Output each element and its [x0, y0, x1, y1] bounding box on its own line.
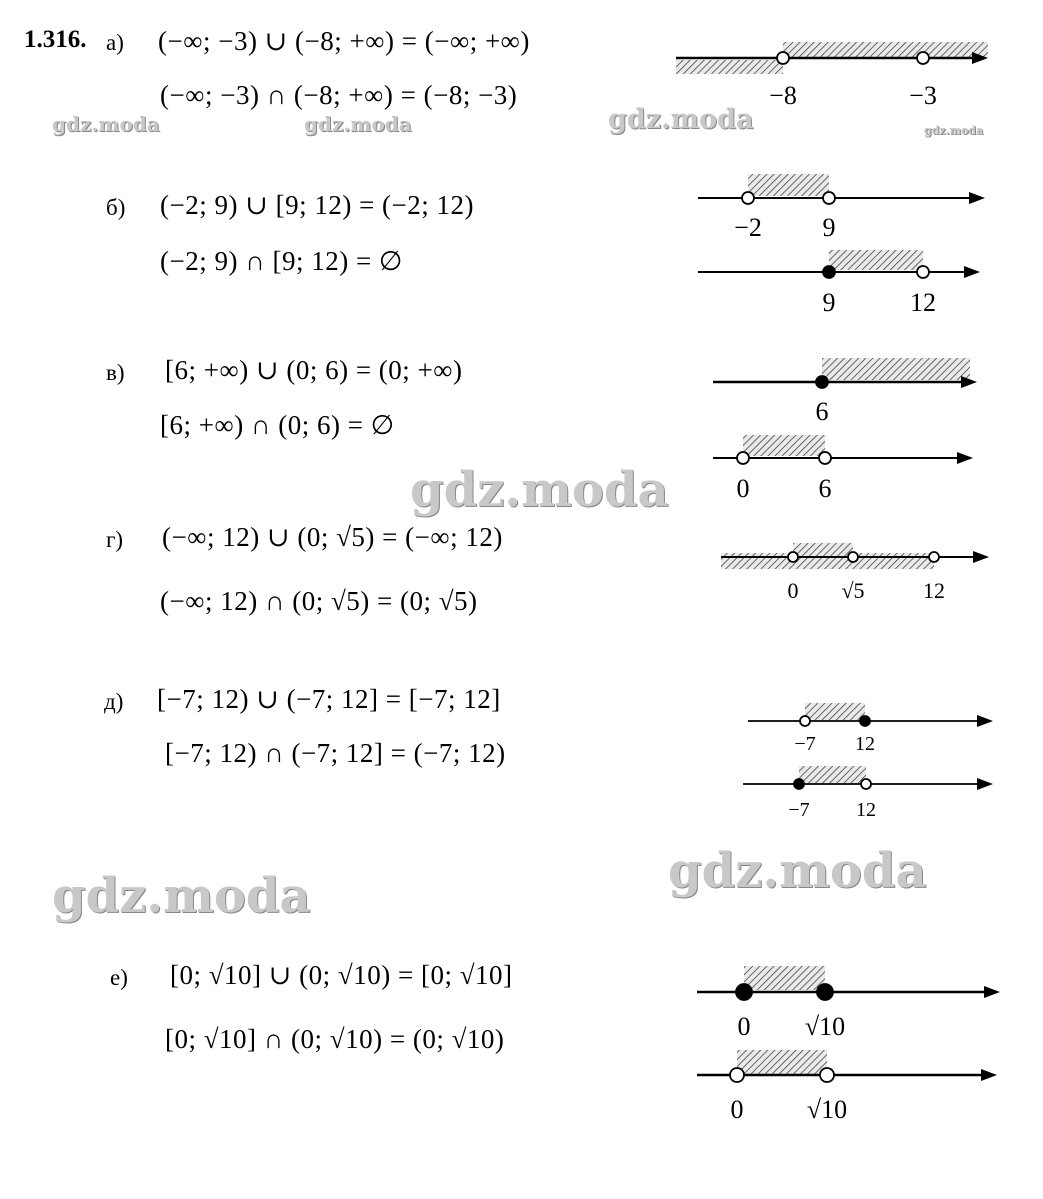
- point-label: −7: [794, 733, 816, 755]
- axis-arrow-icon: [964, 266, 980, 278]
- part-label-d: д): [104, 689, 124, 714]
- open-point: [737, 452, 749, 464]
- axis-arrow-icon: [977, 715, 993, 727]
- point-label: 0: [730, 1095, 744, 1124]
- open-point: [742, 192, 754, 204]
- open-point: [848, 552, 858, 562]
- hatched-interval: [822, 358, 970, 380]
- open-point: [917, 266, 929, 278]
- open-point: [917, 52, 929, 64]
- point-label: 0: [737, 1012, 751, 1041]
- hatched-interval: [737, 1050, 827, 1074]
- open-point: [820, 1068, 834, 1082]
- part-label-b: б): [106, 195, 126, 220]
- hatched-interval: [744, 966, 825, 990]
- point-label: −7: [788, 799, 810, 821]
- filled-point: [823, 266, 835, 278]
- open-point: [929, 552, 939, 562]
- point-label: 12: [923, 578, 945, 603]
- part-b-union: (−2; 9) ∪ [9; 12) = (−2; 12): [160, 190, 475, 220]
- watermark: gdz.moda: [410, 462, 669, 518]
- open-point: [823, 192, 835, 204]
- part-d-intersection: [−7; 12) ∩ (−7; 12] = (−7; 12): [165, 738, 506, 768]
- point-label: 0: [736, 474, 750, 503]
- point-label: √5: [841, 578, 865, 603]
- point-label: 12: [856, 799, 876, 821]
- point-label: −2: [734, 213, 762, 242]
- axis-arrow-icon: [984, 986, 1000, 998]
- watermark: gdz.moda: [924, 124, 984, 137]
- filled-point: [860, 716, 870, 726]
- axis-arrow-icon: [977, 778, 993, 790]
- part-v-intersection: [6; +∞) ∩ (0; 6) = ∅: [160, 410, 395, 440]
- open-point: [777, 52, 789, 64]
- part-g-intersection: (−∞; 12) ∩ (0; √5) = (0; √5): [160, 586, 478, 616]
- hatched-interval: [829, 250, 923, 270]
- hatched-interval: [793, 543, 853, 556]
- part-d-union: [−7; 12) ∪ (−7; 12] = [−7; 12]: [157, 684, 501, 714]
- problem-number: 1.316.: [24, 26, 87, 53]
- watermark: gdz.moda: [52, 112, 160, 136]
- open-point: [861, 779, 871, 789]
- point-label: 6: [818, 474, 832, 503]
- part-label-g: г): [106, 527, 124, 552]
- open-point: [800, 716, 810, 726]
- part-b-intersection: (−2; 9) ∩ [9; 12) = ∅: [160, 246, 403, 276]
- filled-point: [736, 984, 752, 1000]
- point-label: −8: [769, 81, 797, 110]
- hatched-interval: [748, 174, 829, 196]
- point-label: 9: [822, 213, 836, 242]
- point-label: 12: [910, 288, 936, 317]
- axis-arrow-icon: [957, 452, 973, 464]
- open-point: [788, 552, 798, 562]
- part-e-union: [0; √10] ∪ (0; √10) = [0; √10]: [170, 960, 513, 990]
- part-v-union: [6; +∞) ∪ (0; 6) = (0; +∞): [165, 355, 463, 385]
- filled-point: [816, 376, 828, 388]
- filled-point: [817, 984, 833, 1000]
- open-point: [730, 1068, 744, 1082]
- watermark: gdz.moda: [608, 104, 754, 135]
- part-e-intersection: [0; √10] ∩ (0; √10) = (0; √10): [165, 1024, 505, 1054]
- axis-arrow-icon: [969, 192, 985, 204]
- part-g-union: (−∞; 12) ∪ (0; √5) = (−∞; 12): [162, 522, 503, 552]
- part-a-intersection: (−∞; −3) ∩ (−8; +∞) = (−8; −3): [160, 80, 518, 110]
- hatched-interval: [743, 435, 825, 456]
- open-point: [819, 452, 831, 464]
- part-label-e: е): [110, 965, 128, 990]
- point-label: 12: [855, 733, 875, 755]
- point-label: √10: [804, 1012, 846, 1041]
- watermark: gdz.moda: [52, 868, 311, 924]
- hatched-interval: [805, 703, 865, 720]
- hatched-interval: [676, 60, 783, 74]
- watermark: gdz.moda: [668, 843, 927, 899]
- hatched-interval: [783, 42, 988, 58]
- part-label-v: в): [106, 360, 125, 385]
- hatched-interval: [799, 766, 866, 783]
- watermark: gdz.moda: [304, 112, 412, 136]
- filled-point: [794, 779, 804, 789]
- point-label: −3: [909, 81, 937, 110]
- point-label: √10: [806, 1095, 848, 1124]
- point-label: 0: [787, 578, 799, 603]
- point-label: 6: [815, 397, 829, 426]
- axis-arrow-icon: [981, 1069, 997, 1081]
- part-label-a: а): [106, 30, 124, 55]
- point-label: 9: [822, 288, 836, 317]
- axis-arrow-icon: [973, 551, 989, 563]
- part-a-union: (−∞; −3) ∪ (−8; +∞) = (−∞; +∞): [158, 26, 530, 56]
